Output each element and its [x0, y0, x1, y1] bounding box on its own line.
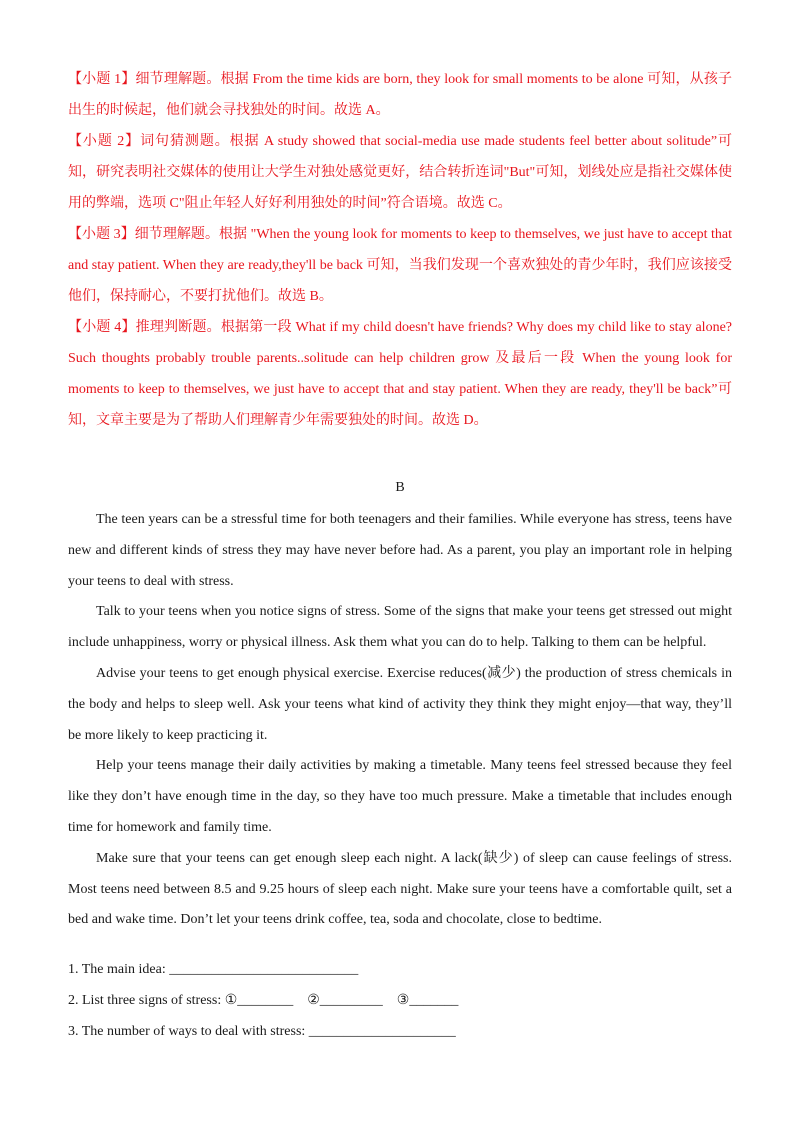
answer-text: 推理判断题。根据第一段 What if my child doesn't have friends? Why does my child like to stay alone? Such thoughts probably trouble parents..solitude can help children grow 及最后一段 When the young look for moments to keep to themselves, we just have to accept that and stay patient. When they are ready, they'll be back”可知，文章主要是为了帮助人们理解青少年需要独处的时间。故选 D。	[68, 320, 733, 428]
question-item: 2. List three signs of stress: ①________ ②_________ ③_______	[68, 993, 459, 1008]
answer-tag: 【小题 3】	[68, 227, 135, 242]
passage-paragraph: The teen years can be a stressful time for both teenagers and their families. While everyone has stress, teens have new and different kinds of stress they may have never before had. As a parent, you play an important role in helping your teens to deal with stress.	[68, 512, 732, 589]
answer-text: 词句猜测题。根据 A study showed that social-media use made students feel better about solitude”可知，研究表明社交媒体的使用让大学生对独处感觉更好，结合转折连词"But"可知，划线处应是指社交媒体使用的弊端，选项 C"阻止年轻人好好利用独处的时间”符合语境。故选 C。	[68, 134, 732, 211]
passage-paragraph: Advise your teens to get enough physical exercise. Exercise reduces(减少) the production of stress chemicals in the body and helps to sleep well. Ask your teens what kind of activity they think they might enjoy—that way, they’ll be more likely to keep practicing it.	[68, 665, 732, 743]
question-list	[68, 954, 732, 1047]
reading-passage	[68, 505, 732, 936]
answer-tag: 【小题 4】	[68, 320, 136, 335]
passage-paragraph: Help your teens manage their daily activities by making a timetable. Many teens feel stressed because they feel like they don’t have enough time in the day, so they have too much pressure. Make a timetable that includes enough time for homework and family time.	[68, 758, 732, 835]
answer-item-1	[68, 64, 732, 126]
answer-tag: 【小题 1】	[68, 72, 136, 87]
answer-item-3	[68, 219, 732, 312]
passage-paragraph: Talk to your teens when you notice signs of stress. Some of the signs that make your teens get stressed out might include unhappiness, worry or physical illness. Ask them what you can do to help. Talking to them can be helpful.	[68, 604, 732, 651]
answer-explanations	[68, 64, 732, 436]
answer-item-4	[68, 312, 732, 436]
answer-text: 细节理解题。根据 "When the young look for moments to keep to themselves, we just have to accept that and stay patient. When they are ready,they'll be back 可知，当我们发现一个喜欢独处的青少年时，我们应该接受他们，保持耐心，不要打扰他们。故选 B。	[68, 227, 733, 304]
question-item: 3. The number of ways to deal with stress: _____________________	[68, 1024, 456, 1039]
document-page	[68, 64, 733, 1039]
section-title: B	[395, 480, 405, 495]
answer-item-2	[68, 126, 732, 219]
answer-text: 细节理解题。根据 From the time kids are born, they look for small moments to be alone 可知，从孩子出生的时候起，他们就会寻找独处的时间。故选 A。	[68, 72, 733, 118]
question-item: 1. The main idea: ___________________________	[68, 962, 359, 977]
answer-tag: 【小题 2】	[68, 134, 141, 149]
passage-paragraph: Make sure that your teens can get enough sleep each night. A lack(缺少) of sleep can cause feelings of stress. Most teens need between 8.5 and 9.25 hours of sleep each night. Make sure your teens have a comfortable quilt, set a bed and wake time. Don’t let your teens drink coffee, tea, soda and chocolate, close to bedtime.	[68, 850, 732, 928]
